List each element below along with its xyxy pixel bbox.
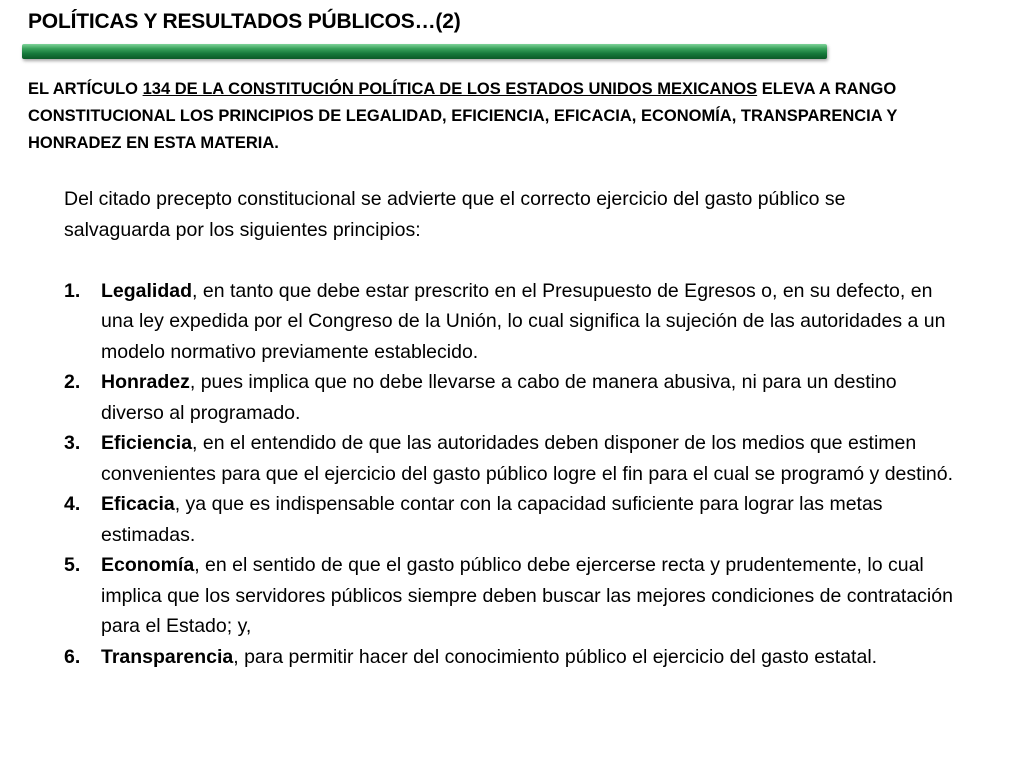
principle-term: Eficacia bbox=[101, 493, 175, 515]
principle-term: Eficiencia bbox=[101, 432, 193, 454]
list-item-eficacia bbox=[64, 489, 954, 550]
body-content bbox=[64, 184, 954, 672]
principle-description: , en el entendido de que las autoridades deben disponer de los medios que estimen convenientes para que el ejercicio del gasto público logre el fin para el cual se programó y destinó. bbox=[101, 432, 954, 485]
principle-term: Legalidad bbox=[101, 279, 193, 302]
principle-description: , en tanto que debe estar prescrito en el Presupuesto de Egresos o, en su defecto, en una ley expedida por el Congreso de la Unión, lo cual significa la sujeción de las autoridades a un modelo normativo previamente establecido. bbox=[101, 279, 946, 363]
paragraph-spacer bbox=[64, 245, 954, 276]
principle-description: , en el sentido de que el gasto público debe ejercerse recta y prudentemente, lo cual implica que los servidores públicos siempre deben buscar las mejores condiciones de contratación para el Estado; y, bbox=[101, 554, 953, 637]
slide-title: POLÍTICAS Y RESULTADOS PÚBLICOS…(2) bbox=[28, 10, 461, 33]
principle-description: , ya que es indispensable contar con la capacidad suficiente para lograr las metas estimadas. bbox=[101, 493, 883, 546]
principle-description: , para permitir hacer del conocimiento público el ejercicio del gasto estatal. bbox=[233, 645, 878, 668]
list-item-number: 1. bbox=[64, 279, 81, 302]
principle-term: Honradez bbox=[101, 371, 190, 393]
list-item-number: 6. bbox=[64, 645, 81, 668]
principle-description: , pues implica que no debe llevarse a cabo de manera abusiva, ni para un destino diverso al programado. bbox=[101, 371, 897, 424]
lead-paragraph: Del citado precepto constitucional se advierte que el correcto ejercicio del gasto público se salvaguarda por los siguientes principios: bbox=[64, 188, 846, 241]
list-item-number: 4. bbox=[64, 493, 81, 515]
list-item-eficiencia bbox=[64, 428, 954, 489]
intro-text-start: EL ARTÍCULO bbox=[28, 80, 143, 98]
constitution-article-reference: 134 DE LA CONSTITUCIÓN POLÍTICA DE LOS ESTADOS UNIDOS MEXICANOS bbox=[142, 80, 758, 98]
list-item-number: 3. bbox=[64, 432, 81, 454]
principles-list bbox=[64, 276, 954, 673]
list-item-legalidad bbox=[64, 276, 954, 368]
list-item-honradez bbox=[64, 367, 954, 428]
title-divider-bar bbox=[22, 44, 827, 59]
principle-term: Transparencia bbox=[101, 645, 234, 668]
list-item-number: 2. bbox=[64, 371, 81, 393]
list-item-transparencia bbox=[64, 642, 954, 673]
list-item-number: 5. bbox=[64, 554, 81, 576]
intro-text-end: ELEVA A RANGO CONSTITUCIONAL LOS PRINCIPIOS DE LEGALIDAD, EFICIENCIA, EFICACIA, ECONOMÍA, TRANSPARENCIA Y HONRADEZ EN ESTA MATERIA. bbox=[28, 80, 898, 152]
principle-term: Economía bbox=[101, 554, 195, 576]
intro-paragraph bbox=[28, 76, 958, 157]
list-item-economia bbox=[64, 550, 954, 642]
